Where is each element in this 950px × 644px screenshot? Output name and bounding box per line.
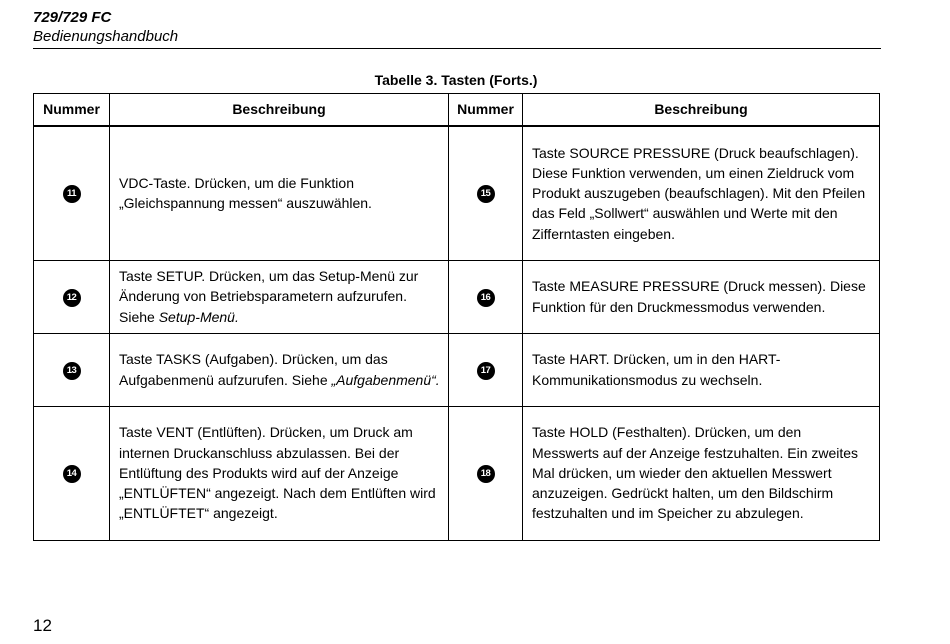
header-rule bbox=[33, 48, 881, 49]
table-header-row bbox=[34, 94, 880, 127]
key-number-cell bbox=[449, 260, 523, 333]
key-number-badge: 17 bbox=[477, 362, 495, 380]
key-description: Taste SOURCE PRESSURE (Druck beaufschlagen). Diese Funktion verwenden, um einen Zieldruck vom Produkt auszugeben (beaufschlagen). Mit den Pfeilen das Feld „Sollwert“ auswählen und Werte mit den Zifferntasten eingeben. bbox=[523, 126, 880, 260]
key-number-badge: 13 bbox=[63, 362, 81, 380]
key-number-badge: 12 bbox=[63, 289, 81, 307]
key-description: VDC-Taste. Drücken, um die Funktion „Gleichspannung messen“ auszuwählen. bbox=[110, 126, 449, 260]
key-description bbox=[110, 333, 449, 406]
key-description-text: Taste SETUP. Drücken, um das Setup-Menü zur Änderung von Betriebsparametern aufzurufen. Siehe bbox=[119, 268, 419, 325]
column-header-description: Beschreibung bbox=[110, 94, 449, 127]
key-number-cell bbox=[449, 126, 523, 260]
key-description-text: Taste TASKS (Aufgaben). Drücken, um das Aufgabenmenü aufzurufen. Siehe bbox=[119, 351, 388, 388]
page-number: 12 bbox=[33, 616, 52, 635]
manual-title: Bedienungshandbuch bbox=[33, 28, 179, 45]
key-number-badge: 16 bbox=[477, 289, 495, 307]
key-number-badge: 11 bbox=[63, 185, 81, 203]
key-number-badge: 14 bbox=[63, 465, 81, 483]
table-caption: Tabelle 3. Tasten (Forts.) bbox=[374, 72, 538, 88]
page-header bbox=[33, 8, 881, 46]
column-header-number: Nummer bbox=[449, 94, 523, 127]
product-model: 729/729 FC bbox=[33, 9, 112, 26]
table-row bbox=[34, 333, 880, 406]
key-number-cell bbox=[449, 333, 523, 406]
column-header-number: Nummer bbox=[34, 94, 110, 127]
key-description: Taste MEASURE PRESSURE (Druck messen). Diese Funktion für den Druckmessmodus verwenden. bbox=[523, 260, 880, 333]
key-number-cell bbox=[34, 406, 110, 540]
table-row bbox=[34, 260, 880, 333]
key-number-badge: 18 bbox=[477, 465, 495, 483]
cross-reference: „Aufgabenmenü“. bbox=[331, 371, 440, 388]
key-description: Taste VENT (Entlüften). Drücken, um Druck am internen Druckanschluss abzulassen. Bei der Entlüftung des Produkts wird auf der Anzeige „ENTLÜFTEN“ angezeigt. Nach dem Entlüften wird „ENTLÜFTET“ angezeigt. bbox=[110, 406, 449, 540]
keys-table bbox=[33, 93, 880, 541]
cross-reference: Setup-Menü. bbox=[158, 308, 239, 325]
key-number-cell bbox=[34, 126, 110, 260]
table-row bbox=[34, 406, 880, 540]
table-row bbox=[34, 126, 880, 260]
key-number-cell bbox=[34, 260, 110, 333]
key-description bbox=[110, 260, 449, 333]
key-number-badge: 15 bbox=[477, 185, 495, 203]
key-number-cell bbox=[34, 333, 110, 406]
key-number-cell bbox=[449, 406, 523, 540]
key-description: Taste HOLD (Festhalten). Drücken, um den Messwerts auf der Anzeige festzuhalten. Ein zweites Mal drücken, um wieder den aktuellen Messwert anzuzeigen. Gedrückt halten, um den Bildschirm festzuhalten und im Speicher zu abzulegen. bbox=[523, 406, 880, 540]
column-header-description: Beschreibung bbox=[523, 94, 880, 127]
key-description: Taste HART. Drücken, um in den HART-Kommunikationsmodus zu wechseln. bbox=[523, 333, 880, 406]
